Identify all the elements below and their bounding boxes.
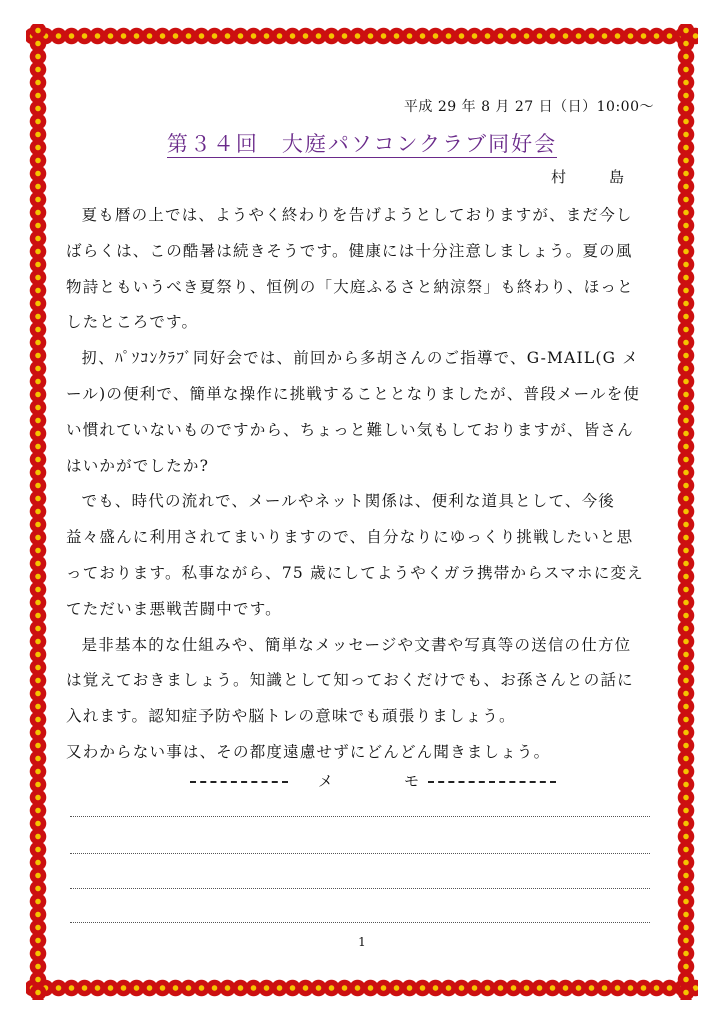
body-text — [66, 198, 646, 771]
document-title — [0, 128, 724, 158]
memo-dash-right — [428, 781, 556, 783]
flower-border-bottom — [26, 976, 698, 1000]
flower-border-right — [674, 24, 698, 1000]
document-title-text: 第３４回 大庭パソコンクラブ同好会 — [166, 132, 558, 156]
flower-border-left — [26, 24, 50, 1000]
paragraph-3: でも、時代の流れで、メールやネット関係は、便利な道具として、今後益々盛んに利用されてまいりますので、自分なりにゆっくり挑戦したいと思っております。私事ながら、75 歳にしてようやくガラ携帯からスマホに変えてただいま悪戦苦闘中です。 — [66, 492, 644, 618]
memo-dash-left — [190, 781, 288, 783]
flower-border-top — [26, 24, 698, 48]
memo-label: メ モ — [318, 772, 448, 790]
page-number: 1 — [358, 935, 366, 949]
paragraph-4: 是非基本的な仕組みや、簡単なメッセージや文書や写真等の送信の仕方位は覚えておきましょう。知識として知っておくだけでも、お孫さんとの話に入れます。認知症予防や脳トレの意味でも頑張りましょう。 — [66, 635, 634, 726]
memo-header — [0, 770, 724, 794]
paragraph-1: 夏も暦の上では、ようやく終わりを告げようとしておりますが、まだ今しばらくは、この酷暑は続きそうです。健康には十分注意しましょう。夏の風物詩ともいうべき夏祭り、恒例の「大庭ふるさと納涼祭」も終わり、ほっとしたところです。 — [66, 206, 634, 332]
paragraph-5: 又わからない事は、その都度遠慮せずにどんどん聞きましょう。 — [66, 742, 551, 761]
memo-line-1 — [70, 816, 650, 817]
paragraph-2: 扨、ﾊﾟｿｺﾝｸﾗﾌﾞ同好会では、前回から多胡さんのご指導で、G-MAIL(G メール)の便利で、簡単な操作に挑戦することとなりましたが、普段メールを使い慣れていないものですから、ちょっと難しい気もしておりますが、皆さんはいかがでしたか? — [66, 349, 641, 475]
memo-line-3 — [70, 888, 650, 889]
memo-line-4 — [70, 922, 650, 923]
document-author: 村 島 — [550, 168, 638, 186]
document-date: 平成 29 年 8 月 27 日（日）10:00～ — [403, 99, 654, 115]
memo-line-2 — [70, 853, 650, 854]
